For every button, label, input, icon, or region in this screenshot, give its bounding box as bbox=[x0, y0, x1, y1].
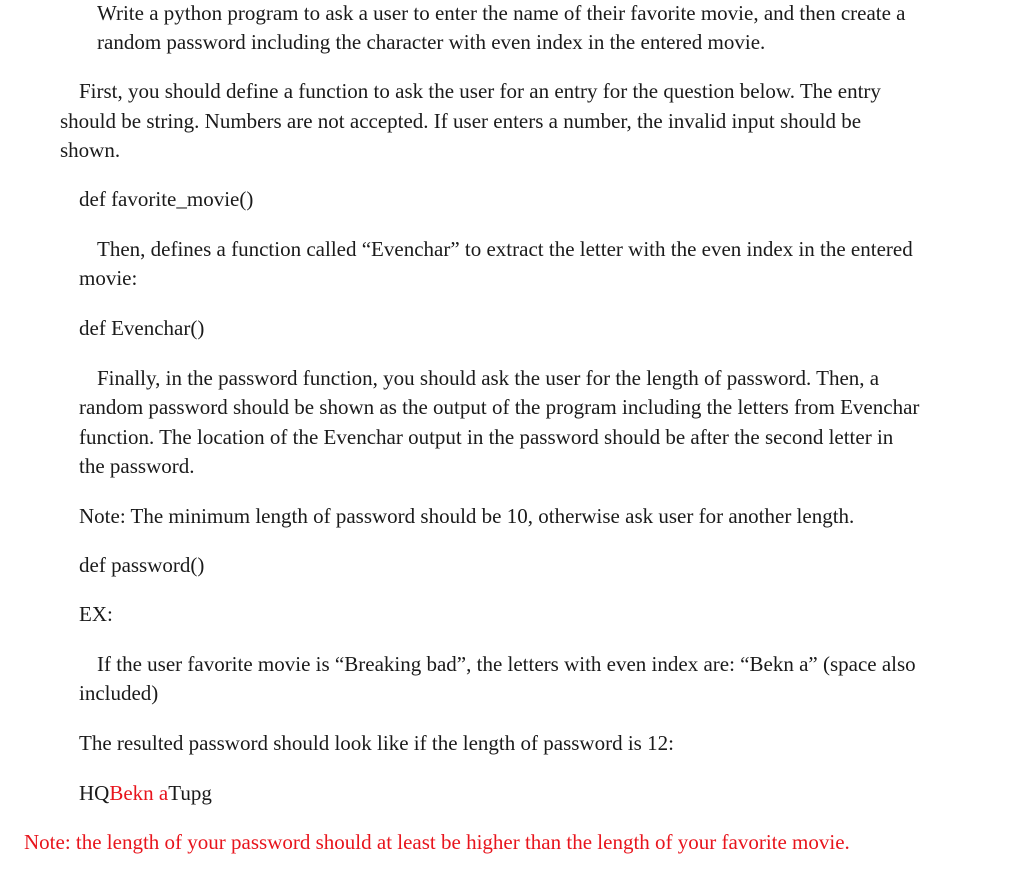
intro-line-2: random password including the character with even index in the entered movie. bbox=[97, 30, 766, 54]
password-example bbox=[79, 783, 212, 804]
example-label: EX: bbox=[79, 602, 113, 626]
result-text: The resulted password should look like if the length of password is 12: bbox=[79, 731, 674, 755]
example-line-2: included) bbox=[79, 681, 159, 705]
note-min-length: Note: The minimum length of password should be 10, otherwise ask user for another length. bbox=[79, 504, 855, 528]
step3-line-3: function. The location of the Evenchar output in the password should be after the second letter in bbox=[79, 425, 894, 449]
step3-line-1: Finally, in the password function, you should ask the user for the length of password. Then, a bbox=[97, 366, 880, 390]
step1-line-2: should be string. Numbers are not accepted. If user enters a number, the invalid input should be bbox=[60, 109, 862, 133]
code-evenchar: def Evenchar() bbox=[79, 316, 205, 340]
step3-line-2: random password should be shown as the output of the program including the letters from Evenchar bbox=[79, 395, 920, 419]
step1-line-1: First, you should define a function to ask the user for an entry for the question below. The entry bbox=[79, 79, 881, 103]
step2-line-1: Then, defines a function called “Evenchar” to extract the letter with the even index in the entered bbox=[97, 237, 913, 261]
step1-line-3: shown. bbox=[60, 138, 121, 162]
code-favorite-movie: def favorite_movie() bbox=[79, 187, 254, 211]
note-password-length: Note: the length of your password should at least be higher than the length of your favorite movie. bbox=[24, 830, 850, 854]
example-line-1: If the user favorite movie is “Breaking bad”, the letters with even index are: “Bekn a” (space also bbox=[97, 652, 916, 676]
password-prefix: HQ bbox=[79, 781, 110, 805]
intro-line-1: Write a python program to ask a user to enter the name of their favorite movie, and then create a bbox=[97, 1, 906, 25]
code-password: def password() bbox=[79, 553, 205, 577]
password-evenchar: Bekn a bbox=[109, 781, 169, 805]
password-suffix: Tupg bbox=[168, 781, 212, 805]
step2-line-2: movie: bbox=[79, 266, 138, 290]
step3-line-4: the password. bbox=[79, 454, 195, 478]
